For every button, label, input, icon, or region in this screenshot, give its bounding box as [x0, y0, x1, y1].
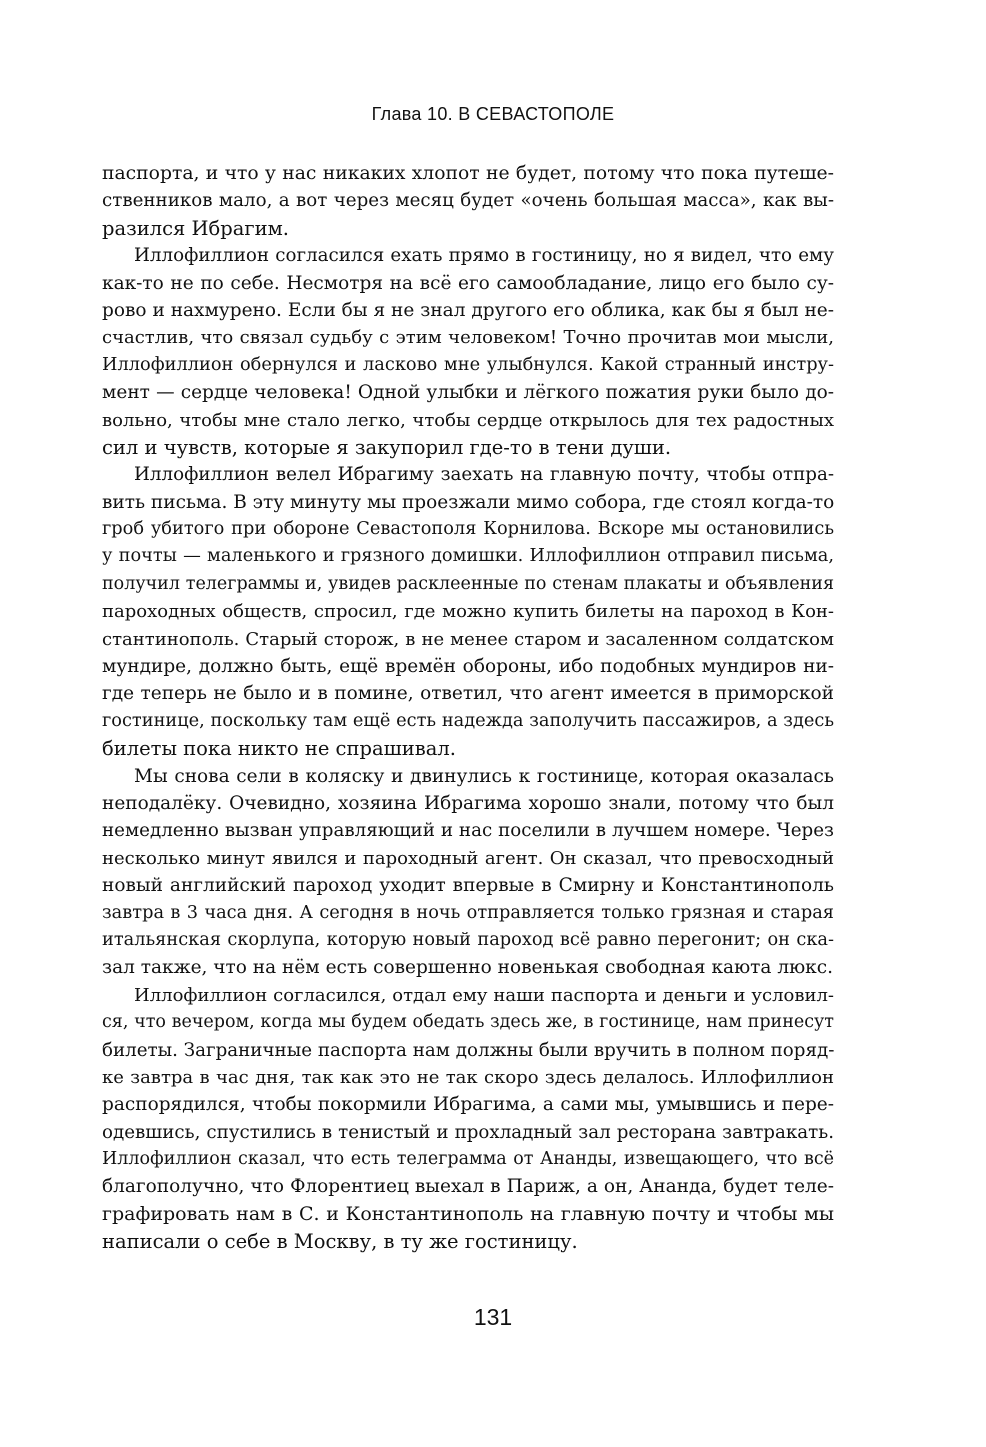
- text-line: пароходных обществ, спросил, где можно купить билеты на пароход в Кон-: [102, 601, 834, 623]
- text-line: билеты. Заграничные паспорта нам должны были вручить в полном поряд-: [102, 1039, 835, 1061]
- text-line: где теперь не было и в помине, ответил, что агент имеется в приморской: [102, 683, 834, 705]
- text-line: рово и нахмурено. Если бы я не знал другого его облика, как бы я был не-: [102, 299, 834, 321]
- text-line: несколько минут явился и пароходный агент. Он сказал, что превосходный: [102, 847, 834, 869]
- text-line: паспорта, и что у нас никаких хлопот не будет, потому что пока путеше-: [102, 163, 834, 184]
- text-line: счастлив, что связал судьбу с этим человеком! Точно прочитав мои мысли,: [102, 327, 834, 349]
- text-line: Иллофиллион согласился, отдал ему наши паспорта и деньги и условил-: [134, 984, 834, 1006]
- text-line: благополучно, что Флорентиец выехал в Париж, а он, Ананда, будет теле-: [102, 1176, 834, 1198]
- text-line: мундире, должно быть, ещё времён обороны, ибо подобных мундиров ни-: [102, 656, 834, 678]
- text-line: сил и чувств, которые я закупорил где-то в тени души.: [102, 435, 672, 459]
- text-line: написали о себе в Москву, в ту же гостиницу.: [102, 1230, 578, 1254]
- text-line: как-то не по себе. Несмотря на всё его самообладание, лицо его было су-: [102, 272, 834, 294]
- text-line: распорядился, чтобы покормили Ибрагима, а сами мы, умывшись и пере-: [102, 1094, 834, 1116]
- text-line: неподалёку. Очевидно, хозяина Ибрагима хорошо знали, потому что был: [102, 792, 834, 814]
- text-line: Иллофиллион обернулся и ласково мне улыбнулся. Какой странный инстру-: [102, 354, 834, 375]
- text-line: мент — сердце человека! Одной улыбки и лёгкого пожатия руки было до-: [102, 382, 834, 404]
- text-line: Иллофиллион велел Ибрагиму заехать на главную почту, чтобы отпра-: [134, 464, 834, 486]
- body-text: [102, 160, 834, 1256]
- text-line: ке завтра в час дня, так как это не так скоро здесь делалось. Иллофиллион: [102, 1066, 834, 1088]
- text-line: получил телеграммы и, увидев расклеенные по стенам плакаты и объявления: [102, 573, 834, 594]
- text-line: билеты пока никто не спрашивал.: [102, 737, 456, 761]
- paragraph: [102, 242, 834, 461]
- paragraph: [102, 461, 834, 762]
- paragraph: [102, 763, 834, 982]
- paragraph: [102, 160, 834, 242]
- text-line: немедленно вызван управляющий и нас поселили в лучшем номере. Через: [102, 820, 834, 842]
- text-line: Иллофиллион согласился ехать прямо в гостиницу, но я видел, что ему: [134, 245, 834, 267]
- text-line: зал также, что на нём есть совершенно новенькая свободная каюта люкс.: [102, 957, 833, 979]
- text-line: ся, что вечером, когда мы будем обедать здесь же, в гостинице, нам принесут: [102, 1012, 834, 1033]
- text-line: Мы снова сели в коляску и двинулись к гостинице, которая оказалась: [134, 765, 834, 787]
- text-line: графировать нам в С. и Константинополь на главную почту и чтобы мы: [102, 1202, 834, 1225]
- text-line: гостинице, поскольку там ещё есть надежда заполучить пассажиров, а здесь: [102, 710, 834, 731]
- text-line: вить письма. В эту минуту мы проезжали мимо собора, где стоял когда-то: [102, 491, 835, 513]
- running-head: Глава 10. В СЕВАСТОПОЛЕ: [371, 104, 615, 124]
- text-line: разился Ибрагим.: [102, 216, 289, 240]
- text-line: вольно, чтобы мне стало легко, чтобы сердце открылось для тех радостных: [102, 409, 834, 431]
- text-line: у почты — маленького и грязного домишки. Иллофиллион отправил письма,: [102, 546, 834, 567]
- text-line: гроб убитого при обороне Севастополя Корнилова. Вскоре мы остановились: [102, 519, 834, 540]
- text-line: завтра в 3 часа дня. А сегодня в ночь отправляется только грязная и старая: [102, 902, 834, 923]
- page-number: 131: [473, 1304, 513, 1330]
- text-line: новый английский пароход уходит впервые в Смирну и Константинополь: [102, 875, 834, 897]
- text-line: ственников мало, а вот через месяц будет «очень большая масса», как вы-: [102, 190, 834, 212]
- text-line: итальянская скорлупа, которую новый пароход всё равно перегонит; он ска-: [102, 929, 834, 950]
- text-line: Иллофиллион сказал, что есть телеграмма от Ананды, извещающего, что всё: [102, 1149, 834, 1170]
- text-line: стантинополь. Старый сторож, в не менее старом и засаленном солдатском: [102, 628, 834, 650]
- paragraph: [102, 982, 834, 1256]
- text-line: одевшись, спустились в тенистый и прохладный зал ресторана завтракать.: [102, 1121, 834, 1143]
